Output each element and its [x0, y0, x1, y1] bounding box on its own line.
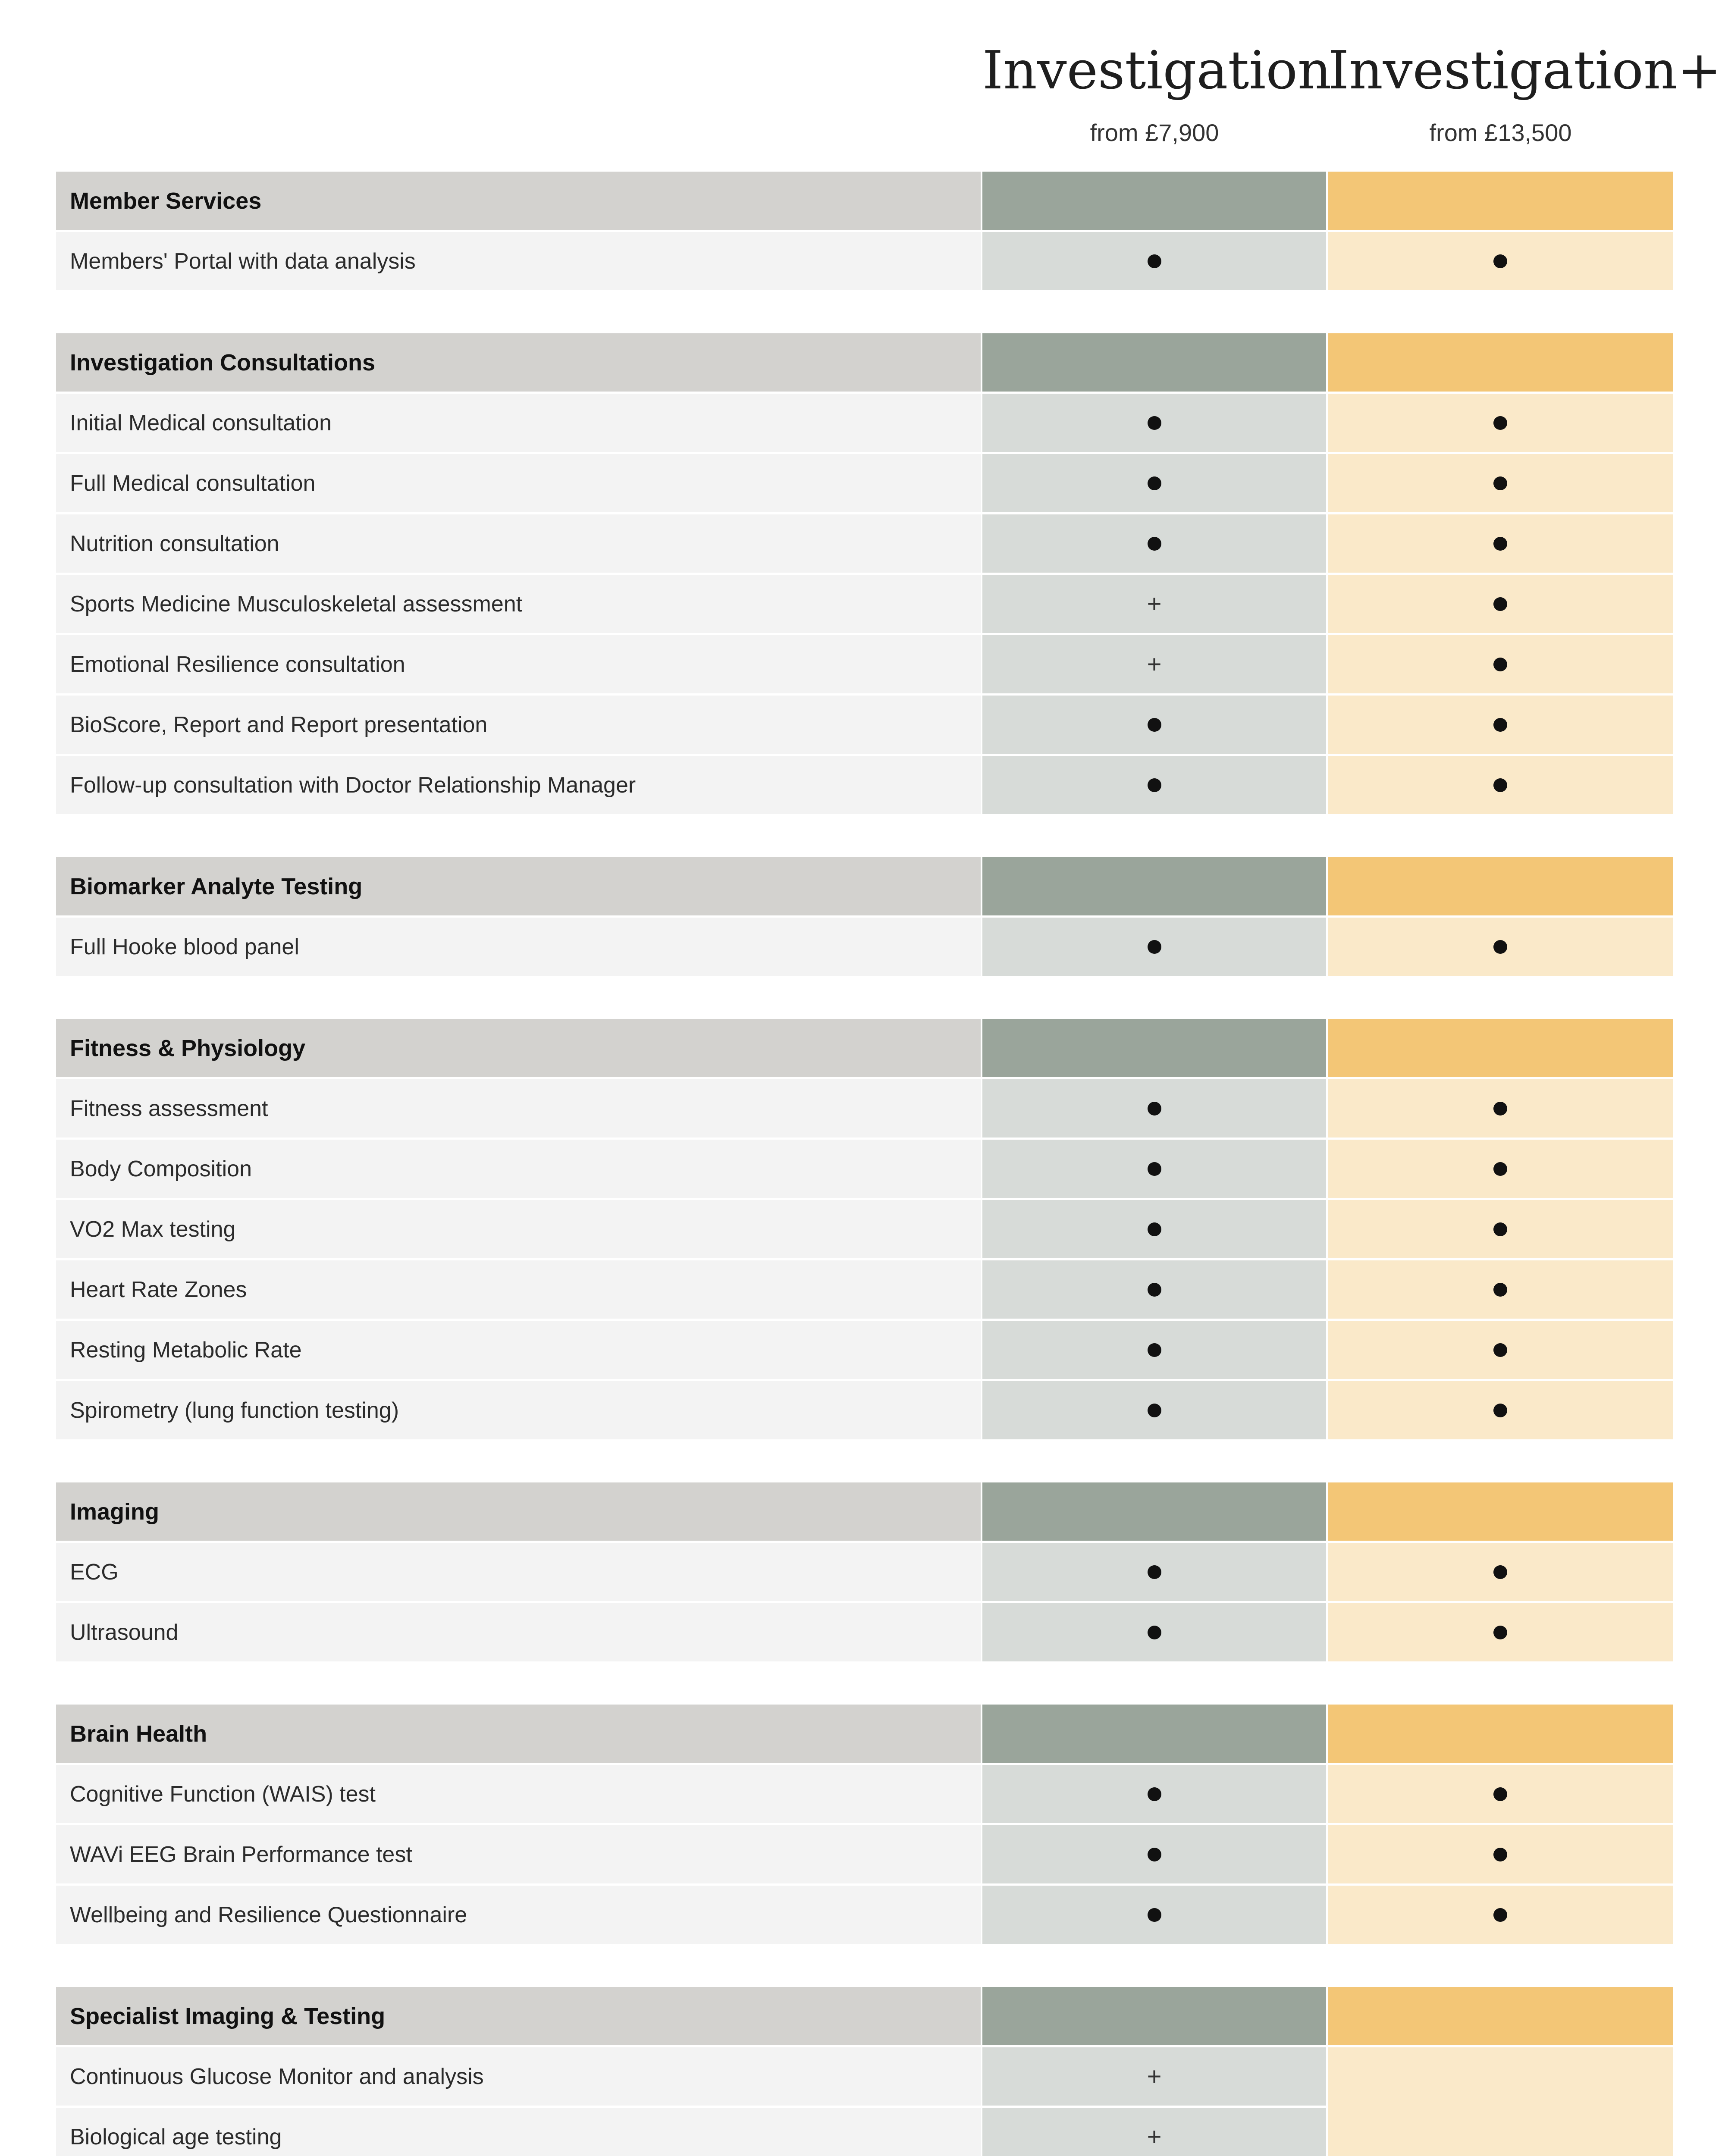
plan-price: from £13,500	[1429, 119, 1572, 147]
included-dot-icon	[1148, 1404, 1161, 1417]
plan1-cell	[982, 1321, 1326, 1379]
specialist-body	[56, 2047, 1673, 2156]
plan2-cell	[1328, 1765, 1673, 1823]
row-label: Nutrition consultation	[56, 514, 981, 573]
table-section	[56, 857, 1673, 976]
included-dot-icon	[1148, 254, 1161, 268]
plan2-header-cell	[1328, 333, 1673, 392]
included-dot-icon	[1148, 1908, 1161, 1922]
comparison-table	[56, 172, 1673, 2156]
plan2-header-cell	[1328, 172, 1673, 230]
plan1-cell	[982, 1603, 1326, 1661]
included-dot-icon	[1493, 778, 1507, 792]
included-dot-icon	[1493, 1404, 1507, 1417]
plans-header	[0, 0, 1725, 172]
plan1-cell	[982, 1260, 1326, 1319]
table-row	[56, 2047, 1326, 2106]
plan2-cell	[1328, 514, 1673, 573]
section-header	[56, 1482, 1673, 1541]
plan2-cell	[1328, 1200, 1673, 1258]
plan2-cell	[1328, 1140, 1673, 1198]
included-dot-icon	[1493, 1848, 1507, 1861]
table-section	[56, 1705, 1673, 1944]
section-title: Member Services	[56, 172, 981, 230]
included-dot-icon	[1493, 1102, 1507, 1116]
included-dot-icon	[1493, 1787, 1507, 1801]
plan2-choice-note	[1328, 2047, 1673, 2156]
included-dot-icon	[1148, 1626, 1161, 1639]
row-label: Full Medical consultation	[56, 454, 981, 512]
plan1-header-cell	[982, 1019, 1326, 1077]
included-dot-icon	[1493, 1565, 1507, 1579]
plan2-cell	[1328, 1381, 1673, 1439]
row-label: WAVi EEG Brain Performance test	[56, 1825, 981, 1883]
row-label: Biological age testing	[56, 2108, 981, 2156]
plan2-header-cell	[1328, 1987, 1673, 2045]
section-title: Brain Health	[56, 1705, 981, 1763]
plan2-cell	[1328, 1603, 1673, 1661]
table-row	[56, 1825, 1673, 1883]
plan1-cell	[982, 696, 1326, 754]
plan-header-investigation	[982, 39, 1332, 147]
included-dot-icon	[1148, 537, 1161, 551]
table-row	[56, 575, 1673, 633]
row-label: ECG	[56, 1543, 981, 1601]
specialist-rows	[56, 2047, 1326, 2156]
plan1-header-cell	[982, 1482, 1326, 1541]
table-section	[56, 333, 1673, 814]
table-row	[56, 756, 1673, 814]
included-dot-icon	[1493, 940, 1507, 954]
section-title: Investigation Consultations	[56, 333, 981, 392]
plan2-cell	[1328, 394, 1673, 452]
included-dot-icon	[1493, 1162, 1507, 1176]
plan1-cell	[982, 918, 1326, 976]
plan-price: from £7,900	[1090, 119, 1219, 147]
plan1-cell	[982, 575, 1326, 633]
included-dot-icon	[1493, 1908, 1507, 1922]
table-row	[56, 2108, 1326, 2156]
table-row	[56, 1886, 1673, 1944]
table-section	[56, 1019, 1673, 1439]
table-section-specialist	[56, 1987, 1673, 2156]
plan2-cell	[1328, 1321, 1673, 1379]
section-title: Fitness & Physiology	[56, 1019, 981, 1077]
section-title: Biomarker Analyte Testing	[56, 857, 981, 915]
plan1-header-cell	[982, 1987, 1326, 2045]
plan2-cell	[1328, 635, 1673, 693]
table-row	[56, 1321, 1673, 1379]
row-label: Follow-up consultation with Doctor Relationship Manager	[56, 756, 981, 814]
plan-header-investigation-plus	[1328, 39, 1722, 147]
table-row	[56, 635, 1673, 693]
table-row	[56, 394, 1673, 452]
row-label: Body Composition	[56, 1140, 981, 1198]
plan1-cell	[982, 514, 1326, 573]
section-header	[56, 1705, 1673, 1763]
row-label: Sports Medicine Musculoskeletal assessment	[56, 575, 981, 633]
included-dot-icon	[1493, 718, 1507, 732]
plan2-cell	[1328, 756, 1673, 814]
section-header	[56, 333, 1673, 392]
table-row	[56, 1260, 1673, 1319]
included-dot-icon	[1148, 1102, 1161, 1116]
table-row	[56, 454, 1673, 512]
included-dot-icon	[1148, 1848, 1161, 1861]
included-dot-icon	[1493, 1626, 1507, 1639]
row-label: Spirometry (lung function testing)	[56, 1381, 981, 1439]
plan1-cell	[982, 1200, 1326, 1258]
plan1-header-cell	[982, 172, 1326, 230]
included-dot-icon	[1493, 658, 1507, 671]
row-label: Ultrasound	[56, 1603, 981, 1661]
row-label: Members' Portal with data analysis	[56, 232, 981, 290]
included-dot-icon	[1148, 778, 1161, 792]
table-row	[56, 1543, 1673, 1601]
plan1-cell	[982, 1381, 1326, 1439]
plan1-cell	[982, 2108, 1326, 2156]
plan2-cell	[1328, 918, 1673, 976]
included-dot-icon	[1148, 1343, 1161, 1357]
addon-plus-icon: +	[1147, 2062, 1162, 2090]
plan1-cell	[982, 394, 1326, 452]
row-label: Resting Metabolic Rate	[56, 1321, 981, 1379]
table-row	[56, 918, 1673, 976]
plan2-cell	[1328, 454, 1673, 512]
plan-name: Investigation	[982, 40, 1332, 101]
plan2-cell	[1328, 232, 1673, 290]
table-row	[56, 232, 1673, 290]
plan1-cell	[982, 1886, 1326, 1944]
plan1-cell	[982, 2047, 1326, 2106]
plan2-cell	[1328, 1886, 1673, 1944]
included-dot-icon	[1148, 476, 1161, 490]
included-dot-icon	[1148, 1283, 1161, 1297]
plan2-header-cell	[1328, 857, 1673, 915]
plan1-cell	[982, 1825, 1326, 1883]
plan1-cell	[982, 1543, 1326, 1601]
included-dot-icon	[1148, 1162, 1161, 1176]
plan2-cell	[1328, 1825, 1673, 1883]
table-row	[56, 514, 1673, 573]
addon-plus-icon: +	[1147, 650, 1162, 678]
row-label: Fitness assessment	[56, 1079, 981, 1138]
plan2-cell	[1328, 1079, 1673, 1138]
plan2-header-cell	[1328, 1705, 1673, 1763]
addon-plus-icon: +	[1147, 589, 1162, 618]
included-dot-icon	[1148, 1222, 1161, 1236]
table-row	[56, 696, 1673, 754]
section-title: Imaging	[56, 1482, 981, 1541]
table-row	[56, 1079, 1673, 1138]
table-row	[56, 1603, 1673, 1661]
included-dot-icon	[1148, 940, 1161, 954]
row-label: Cognitive Function (WAIS) test	[56, 1765, 981, 1823]
table-row	[56, 1381, 1673, 1439]
plan2-cell	[1328, 696, 1673, 754]
section-header	[56, 1987, 1673, 2045]
plan2-cell	[1328, 1260, 1673, 1319]
included-dot-icon	[1148, 416, 1161, 430]
plan1-cell	[982, 1765, 1326, 1823]
plan1-cell	[982, 1079, 1326, 1138]
included-dot-icon	[1148, 1565, 1161, 1579]
row-label: BioScore, Report and Report presentation	[56, 696, 981, 754]
row-label: Initial Medical consultation	[56, 394, 981, 452]
plan1-header-cell	[982, 1705, 1326, 1763]
plan1-header-cell	[982, 857, 1326, 915]
row-label: Heart Rate Zones	[56, 1260, 981, 1319]
table-section	[56, 172, 1673, 290]
row-label: Wellbeing and Resilience Questionnaire	[56, 1886, 981, 1944]
row-label: Emotional Resilience consultation	[56, 635, 981, 693]
plan1-cell	[982, 1140, 1326, 1198]
included-dot-icon	[1493, 476, 1507, 490]
plan1-header-cell	[982, 333, 1326, 392]
included-dot-icon	[1493, 1283, 1507, 1297]
included-dot-icon	[1493, 254, 1507, 268]
included-dot-icon	[1493, 1343, 1507, 1357]
table-row	[56, 1140, 1673, 1198]
row-label: Continuous Glucose Monitor and analysis	[56, 2047, 981, 2106]
table-row	[56, 1200, 1673, 1258]
plan1-cell	[982, 756, 1326, 814]
included-dot-icon	[1493, 597, 1507, 611]
plan2-cell	[1328, 575, 1673, 633]
plan1-cell	[982, 635, 1326, 693]
plan-name: Investigation+	[1328, 40, 1722, 101]
included-dot-icon	[1493, 416, 1507, 430]
section-title: Specialist Imaging & Testing	[56, 1987, 981, 2045]
section-header	[56, 1019, 1673, 1077]
plan1-cell	[982, 232, 1326, 290]
table-section	[56, 1482, 1673, 1661]
plan2-cell	[1328, 1543, 1673, 1601]
plan2-header-cell	[1328, 1482, 1673, 1541]
addon-plus-icon: +	[1147, 2122, 1162, 2151]
plan2-header-cell	[1328, 1019, 1673, 1077]
included-dot-icon	[1493, 537, 1507, 551]
included-dot-icon	[1148, 1787, 1161, 1801]
plan1-cell	[982, 454, 1326, 512]
row-label: Full Hooke blood panel	[56, 918, 981, 976]
section-header	[56, 857, 1673, 915]
included-dot-icon	[1148, 718, 1161, 732]
section-header	[56, 172, 1673, 230]
row-label: VO2 Max testing	[56, 1200, 981, 1258]
table-row	[56, 1765, 1673, 1823]
included-dot-icon	[1493, 1222, 1507, 1236]
